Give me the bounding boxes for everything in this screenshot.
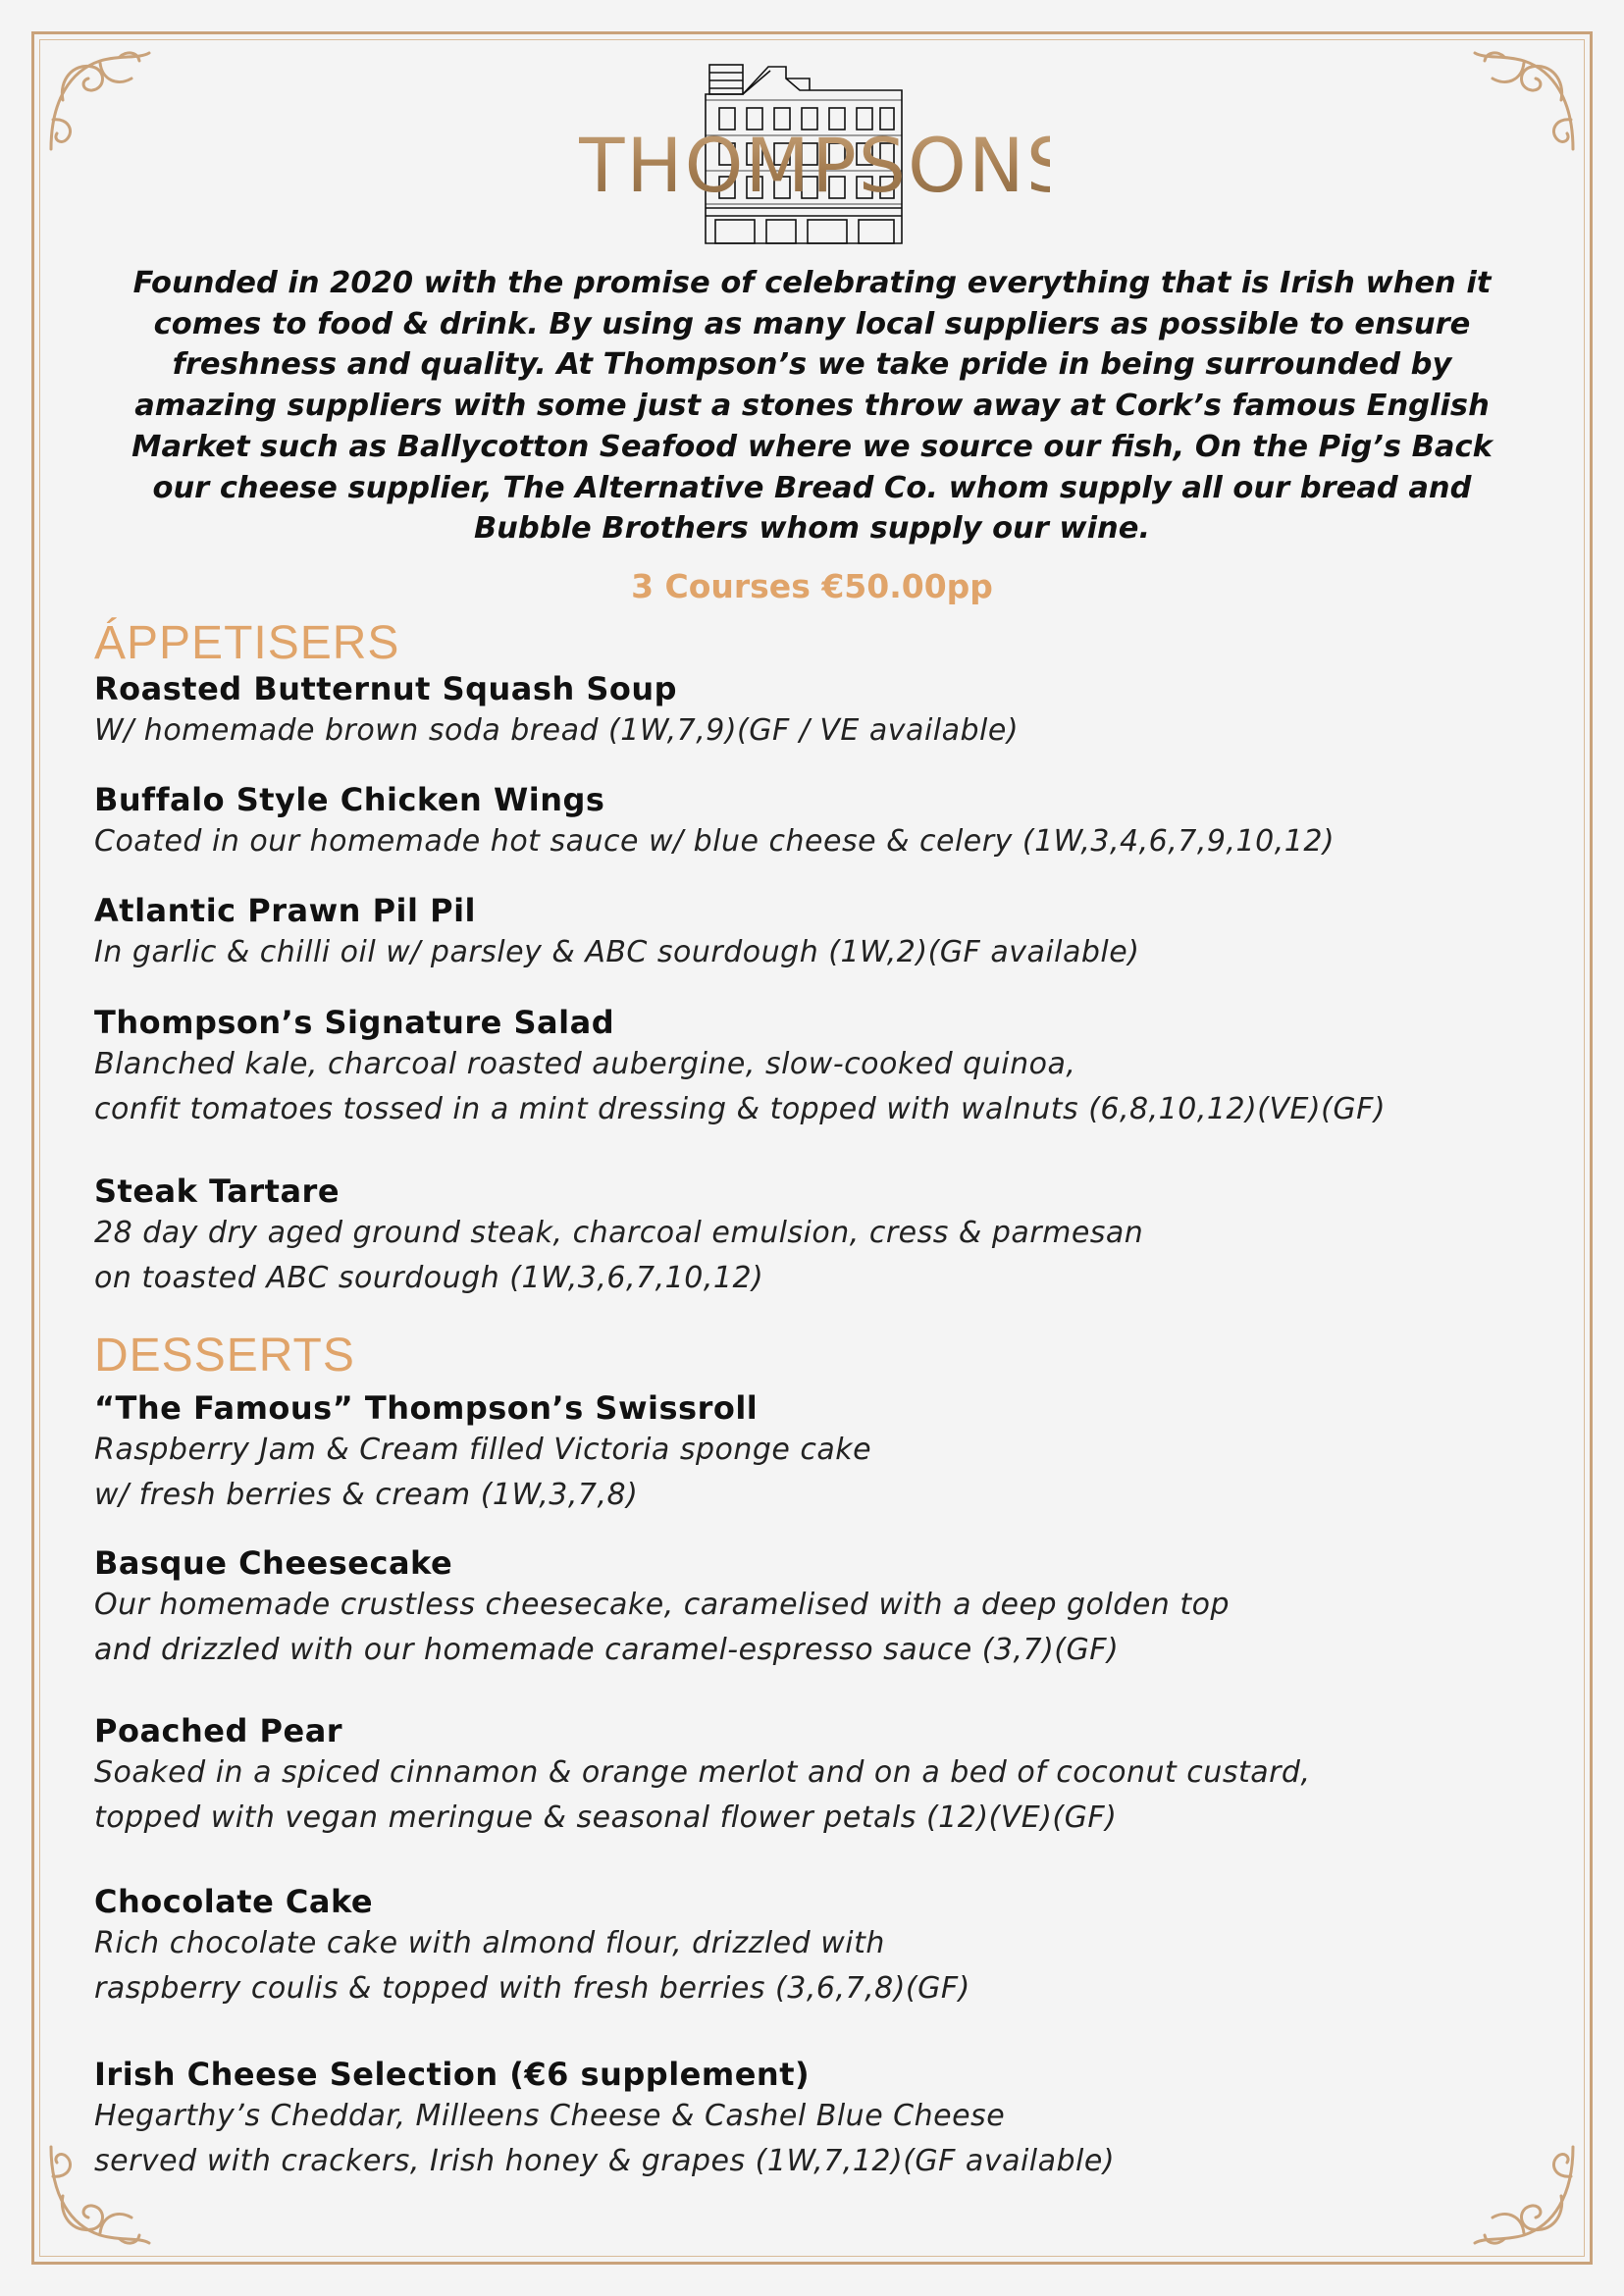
course-price: 3 Courses €50.00pp (631, 567, 993, 605)
menu-item-name: Buffalo Style Chicken Wings (94, 781, 605, 818)
menu-item-name: Thompson’s Signature Salad (94, 1004, 615, 1041)
intro-paragraph: Founded in 2020 with the promise of celebrating everything that is Irish when it comes to food & drink. By using as many local suppliers as possible to ensure freshness and quality. At Thompson’s we take pride in being surrounded by amazing suppliers with some just a stones throw away at Cork’s famous English Market such as Ballycotton Seafood where we source our fish, On the Pig’s Back our cheese supplier, The Alternative Bread Co. whom supply all our bread and Bubble Brothers whom supply our wine. (131, 266, 1493, 547)
menu-item-name: Basque Cheesecake (94, 1544, 453, 1582)
section-title-appetisers: ÁPPETISERS (94, 617, 400, 669)
menu-item (94, 780, 1527, 864)
brand-logo (579, 61, 1075, 257)
menu-item (94, 891, 1527, 975)
menu-item (94, 1172, 1527, 1301)
menu-item (94, 2055, 1527, 2184)
menu-item-description: Coated in our homemade hot sauce w/ blue cheese & celery (1W,3,4,6,7,9,10,12) (94, 824, 1336, 859)
menu-item (94, 1388, 1527, 1518)
menu-item-description: In garlic & chilli oil w/ parsley & ABC sourdough (1W,2)(GF available) (94, 935, 1140, 969)
menu-item (94, 1882, 1527, 2011)
corner-ornament-icon (41, 41, 159, 159)
menu-item-description: Blanched kale, charcoal roasted aubergine, slow-cooked quinoa, confit tomatoes tossed in a mint dressing & topped with walnuts (6,8,10,12)(VE)(GF) (94, 1047, 1387, 1126)
brand-name: THOMPSONS (579, 122, 1075, 209)
menu-item-description: W/ homemade brown soda bread (1W,7,9)(GF / VE available) (94, 713, 1020, 748)
menu-item-name: Steak Tartare (94, 1173, 341, 1210)
menu-item (94, 1003, 1527, 1132)
menu-item-name: Chocolate Cake (94, 1883, 374, 1920)
menu-item (94, 1543, 1527, 1673)
menu-item-description: Hegarthy’s Cheddar, Milleens Cheese & Cashel Blue Cheese served with crackers, Irish honey & grapes (1W,7,12)(GF available) (94, 2099, 1116, 2178)
menu-item-description: Our homemade crustless cheesecake, caramelised with a deep golden top and drizzled with our homemade caramel-espresso sauce (3,7)(GF) (94, 1588, 1230, 1667)
menu-item-name: Irish Cheese Selection (€6 supplement) (94, 2056, 811, 2093)
menu-item-description: Rich chocolate cake with almond flour, drizzled with raspberry coulis & topped with fresh berries (3,6,7,8)(GF) (94, 1926, 970, 2006)
menu-item (94, 669, 1527, 754)
menu-item-name: “The Famous” Thompson’s Swissroll (94, 1389, 759, 1427)
menu-item-name: Roasted Butternut Squash Soup (94, 670, 678, 707)
menu-item-description: Raspberry Jam & Cream filled Victoria sponge cake w/ fresh berries & cream (1W,3,7,8) (94, 1433, 872, 1512)
menu-item (94, 1711, 1527, 1841)
section-title-desserts: DESSERTS (94, 1330, 355, 1382)
menu-item-name: Atlantic Prawn Pil Pil (94, 892, 477, 929)
menu-item-description: Soaked in a spiced cinnamon & orange merlot and on a bed of coconut custard, topped with vegan meringue & seasonal flower petals (12)(VE)(GF) (94, 1755, 1311, 1835)
corner-ornament-icon (1465, 41, 1583, 159)
menu-item-description: 28 day dry aged ground steak, charcoal emulsion, cress & parmesan on toasted ABC sourdough (1W,3,6,7,10,12) (94, 1216, 1144, 1295)
menu-item-name: Poached Pear (94, 1712, 343, 1749)
